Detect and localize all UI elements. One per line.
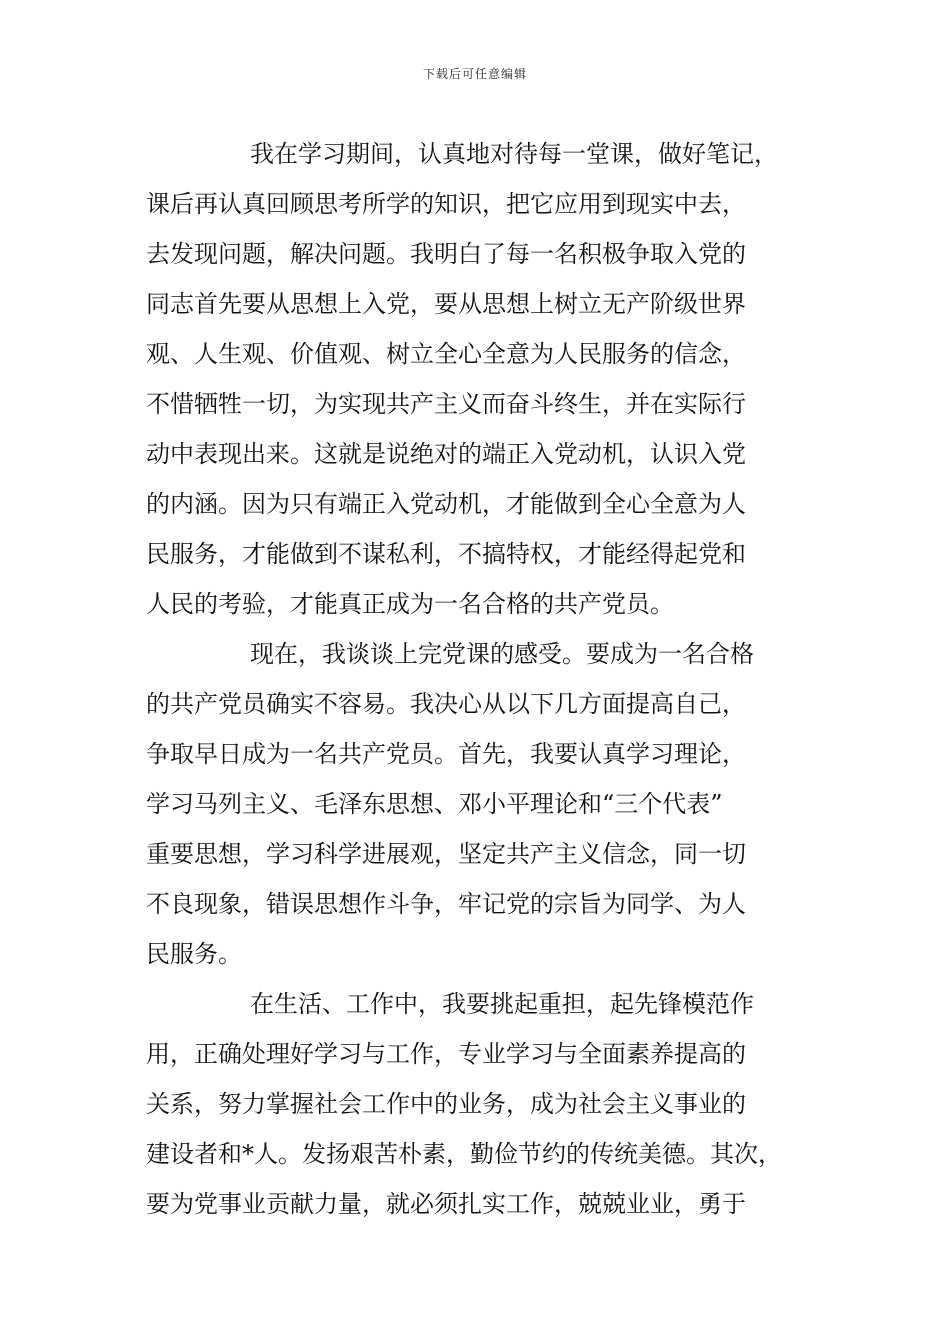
header-note: 下载后可任意编辑 — [422, 67, 527, 81]
text-line: 观、人生观、价值观、树立全心全意为人民服务的信念， — [146, 340, 746, 368]
body-text — [146, 129, 831, 1229]
text-line: 要为党事业贡献力量，就必须扎实工作，兢兢业业，勇于 — [146, 1190, 746, 1218]
text-line: 我在学习期间，认真地对待每一堂课，做好笔记， — [250, 140, 778, 168]
text-line: 不良现象，错误思想作斗争，牢记党的宗旨为同学、为人 — [146, 890, 746, 918]
text-line: 人民的考验，才能真正成为一名合格的共产党员。 — [146, 590, 674, 618]
text-line: 重要思想，学习科学进展观，坚定共产主义信念，同一切 — [146, 840, 746, 868]
text-line: 的共产党员确实不容易。我决心从以下几方面提高自己， — [146, 690, 746, 718]
text-line: 同志首先要从思想上入党，要从思想上树立无产阶级世界 — [146, 290, 746, 318]
text-line: 课后再认真回顾思考所学的知识，把它应用到现实中去， — [146, 190, 746, 218]
text-line: 学习马列主义、毛泽东思想、邓小平理论和“三个代表” — [146, 790, 723, 818]
text-line: 关系，努力掌握社会工作中的业务，成为社会主义事业的 — [146, 1090, 746, 1118]
text-line: 争取早日成为一名共产党员。首先，我要认真学习理论， — [146, 740, 746, 768]
text-line: 现在，我谈谈上完党课的感受。要成为一名合格 — [250, 640, 754, 668]
text-line: 动中表现出来。这就是说绝对的端正入党动机，认识入党 — [146, 440, 746, 468]
text-line: 的内涵。因为只有端正入党动机，才能做到全心全意为人 — [146, 490, 746, 518]
text-line: 在生活、工作中，我要挑起重担，起先锋模范作 — [250, 990, 754, 1018]
text-line: 民服务。 — [146, 940, 242, 968]
text-line: 不惜牺牲一切，为实现共产主义而奋斗终生，并在实际行 — [146, 390, 746, 418]
text-line: 用，正确处理好学习与工作，专业学习与全面素养提高的 — [146, 1040, 746, 1068]
text-line: 去发现问题，解决问题。我明白了每一名积极争取入党的 — [146, 240, 746, 268]
text-line: 建设者和*人。发扬艰苦朴素，勤俭节约的传统美德。其次， — [146, 1140, 782, 1168]
text-line: 民服务，才能做到不谋私利，不搞特权，才能经得起党和 — [146, 540, 746, 568]
